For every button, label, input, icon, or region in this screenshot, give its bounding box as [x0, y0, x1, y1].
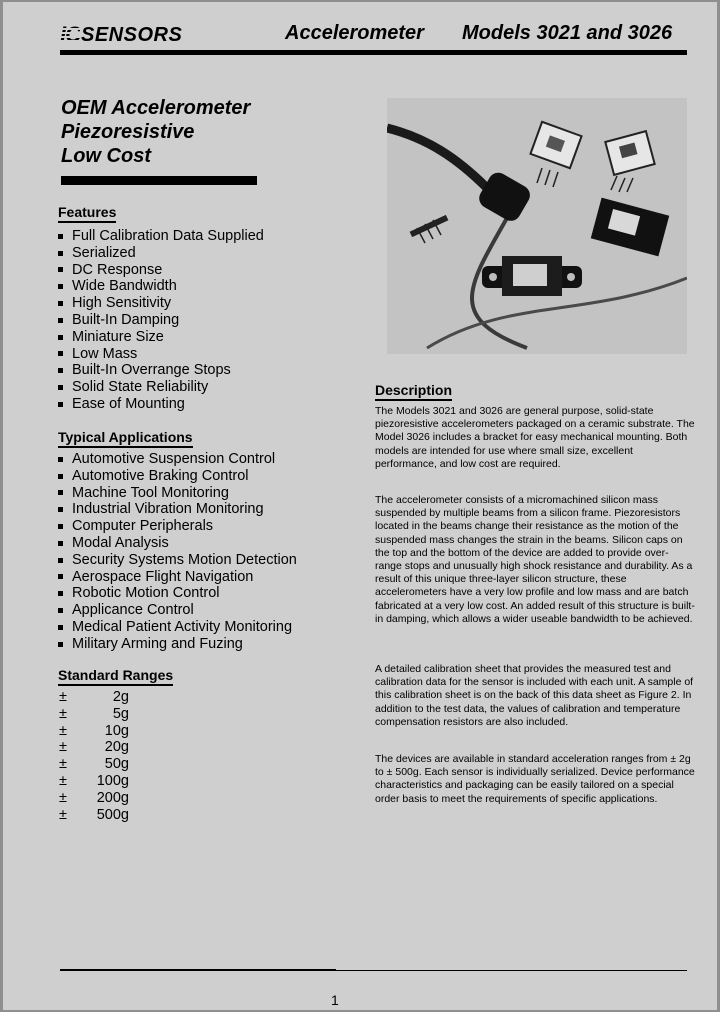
- applications-item: [58, 451, 297, 468]
- applications-item-label: Machine Tool Monitoring: [72, 484, 229, 501]
- features-item: [58, 396, 264, 413]
- applications-item: [58, 569, 297, 586]
- ranges-list: [59, 689, 129, 823]
- range-value: 50g: [104, 756, 129, 773]
- description-paragraph: The Models 3021 and 3026 are general purpose, solid-state piezoresistive accelerometers packaged on a ceramic substrate. The Model 3026 includes a bracket for easy mechanical mounting. Both models are intended for use where small size, excellent performance, and low cost are required.: [375, 405, 695, 470]
- features-item-label: High Sensitivity: [72, 295, 172, 312]
- applications-item-label: Industrial Vibration Monitoring: [72, 501, 264, 518]
- range-value: 2g: [112, 689, 129, 705]
- description-paragraph: A detailed calibration sheet that provides the measured test and calibration data for the sensor is included with each unit. A sample of this calibration sheet is on the back of this data sheet as Figure 2. In addition to the test data, the values of calibration and temperature compensation resistors are also included.: [375, 663, 694, 728]
- features-item-label: Wide Bandwidth: [72, 278, 177, 295]
- bullet-icon: [58, 351, 63, 356]
- applications-item: [58, 552, 297, 569]
- applications-item: [58, 518, 297, 535]
- applications-item-label: Medical Patient Activity Monitoring: [72, 618, 293, 635]
- range-item: [59, 739, 129, 756]
- applications-item: [58, 636, 297, 653]
- features-item: [58, 362, 264, 379]
- applications-item: [58, 602, 297, 619]
- plus-minus-symbol: ±: [59, 689, 67, 705]
- features-item-label: Full Calibration Data Supplied: [72, 228, 264, 244]
- applications-item: [58, 468, 297, 485]
- range-item: [59, 790, 129, 807]
- bullet-icon: [58, 335, 63, 340]
- bullet-icon: [58, 642, 63, 647]
- applications-item-label: Automotive Braking Control: [72, 467, 249, 484]
- features-item: [58, 346, 264, 363]
- description-paragraph: The devices are available in standard acceleration ranges from ± 2g to ± 500g. Each sensor is individually serialized. Device performance characteristics and packaging can be easily tailored on a special order basis to meet the requirements of specific applications.: [375, 753, 695, 805]
- features-item: [58, 329, 264, 346]
- datasheet-page: [3, 2, 717, 1010]
- range-item: [59, 706, 129, 723]
- bullet-icon: [58, 318, 63, 323]
- bullet-icon: [58, 368, 63, 373]
- range-item: [59, 773, 129, 790]
- applications-item: [58, 619, 297, 636]
- features-item-label: Miniature Size: [72, 328, 164, 345]
- bullet-icon: [58, 301, 63, 306]
- bullet-icon: [58, 234, 63, 239]
- range-value: 100g: [96, 772, 129, 789]
- plus-minus-symbol: ±: [59, 806, 67, 823]
- description-paragraph: The accelerometer consists of a micromachined silicon mass suspended by multiple beams from a silicon frame. Piezoresistors located in the beams change their resistance as the motion of the suspended mass changes the strain in the beams. Silicon caps on the top and the bottom of the device are added to provide over-range stops and unusually high shock resistance and durability. As a result of this unique three-layer silicon structure, these accelerometers have a very low profile and low mass and are batch fabricated at a very low cost. An added result of this structure is built-in damping, which allows a wider useable bandwidth to be achieved.: [375, 494, 695, 625]
- features-item: [58, 228, 264, 245]
- applications-item-label: Computer Peripherals: [72, 518, 214, 535]
- bullet-icon: [58, 608, 63, 613]
- logo-wordmark: SENSORS: [81, 23, 183, 46]
- range-value: 500g: [96, 806, 129, 823]
- bullet-icon: [58, 284, 63, 289]
- bullet-icon: [58, 474, 63, 479]
- plus-minus-symbol: ±: [59, 789, 67, 806]
- bullet-icon: [58, 558, 63, 563]
- features-item: [58, 245, 264, 262]
- plus-minus-symbol: ±: [59, 722, 67, 739]
- range-value: 5g: [112, 705, 129, 722]
- features-item-label: Low Mass: [72, 345, 138, 362]
- product-photo: [387, 98, 687, 354]
- page-title: [61, 96, 250, 168]
- features-item-label: Built-In Overrange Stops: [72, 362, 231, 379]
- header-rule: [60, 50, 687, 55]
- range-value: 20g: [104, 739, 129, 756]
- features-item-label: Built-In Damping: [72, 311, 180, 328]
- applications-item-label: Military Arming and Fuzing: [72, 635, 243, 652]
- plus-minus-symbol: ±: [59, 756, 67, 773]
- bullet-icon: [58, 402, 63, 407]
- applications-item-label: Automotive Suspension Control: [72, 451, 276, 467]
- ic-sensors-logo: [60, 22, 182, 48]
- features-item: [58, 262, 264, 279]
- applications-item-label: Robotic Motion Control: [72, 585, 220, 602]
- applications-item: [58, 485, 297, 502]
- title-line: Low Cost: [61, 145, 151, 167]
- bullet-icon: [58, 385, 63, 390]
- bullet-icon: [58, 267, 63, 272]
- applications-item-label: Aerospace Flight Navigation: [72, 568, 254, 585]
- header-product: Accelerometer: [285, 22, 424, 44]
- features-item: [58, 379, 264, 396]
- features-item-label: Ease of Mounting: [72, 395, 185, 412]
- applications-list: [58, 451, 297, 653]
- features-heading: Features: [58, 204, 116, 223]
- range-value: 10g: [104, 722, 129, 739]
- features-item-label: Serialized: [72, 244, 136, 261]
- applications-item: [58, 501, 297, 518]
- bullet-icon: [58, 541, 63, 546]
- bullet-icon: [58, 625, 63, 630]
- description-heading: Description: [375, 382, 452, 401]
- features-list: [58, 228, 264, 413]
- features-item-label: Solid State Reliability: [72, 379, 209, 396]
- features-item: [58, 312, 264, 329]
- header-models: Models 3021 and 3026: [462, 22, 673, 44]
- range-item: [59, 689, 129, 706]
- features-item: [58, 295, 264, 312]
- range-item: [59, 723, 129, 740]
- applications-heading: Typical Applications: [58, 429, 193, 448]
- applications-item-label: Applicance Control: [72, 602, 194, 619]
- plus-minus-symbol: ±: [59, 705, 67, 722]
- bullet-icon: [58, 490, 63, 495]
- applications-item: [58, 585, 297, 602]
- bullet-icon: [58, 574, 63, 579]
- range-item: [59, 756, 129, 773]
- applications-item: [58, 535, 297, 552]
- logo-ic-mark: IC: [60, 22, 80, 47]
- bullet-icon: [58, 507, 63, 512]
- features-item: [58, 278, 264, 295]
- range-item: [59, 807, 129, 824]
- footer-rule-accent: [60, 969, 336, 971]
- bullet-icon: [58, 251, 63, 256]
- applications-item-label: Security Systems Motion Detection: [72, 551, 297, 568]
- range-value: 200g: [96, 789, 129, 806]
- page-number: 1: [331, 992, 339, 1008]
- applications-item-label: Modal Analysis: [72, 534, 169, 551]
- bullet-icon: [58, 524, 63, 529]
- title-line: OEM Accelerometer: [61, 97, 251, 119]
- features-item-label: DC Response: [72, 261, 163, 278]
- plus-minus-symbol: ±: [59, 739, 67, 756]
- title-bar: [61, 176, 257, 185]
- ranges-heading: Standard Ranges: [58, 667, 173, 686]
- bullet-icon: [58, 457, 63, 462]
- title-line: Piezoresistive: [61, 121, 195, 143]
- bullet-icon: [58, 591, 63, 596]
- plus-minus-symbol: ±: [59, 772, 67, 789]
